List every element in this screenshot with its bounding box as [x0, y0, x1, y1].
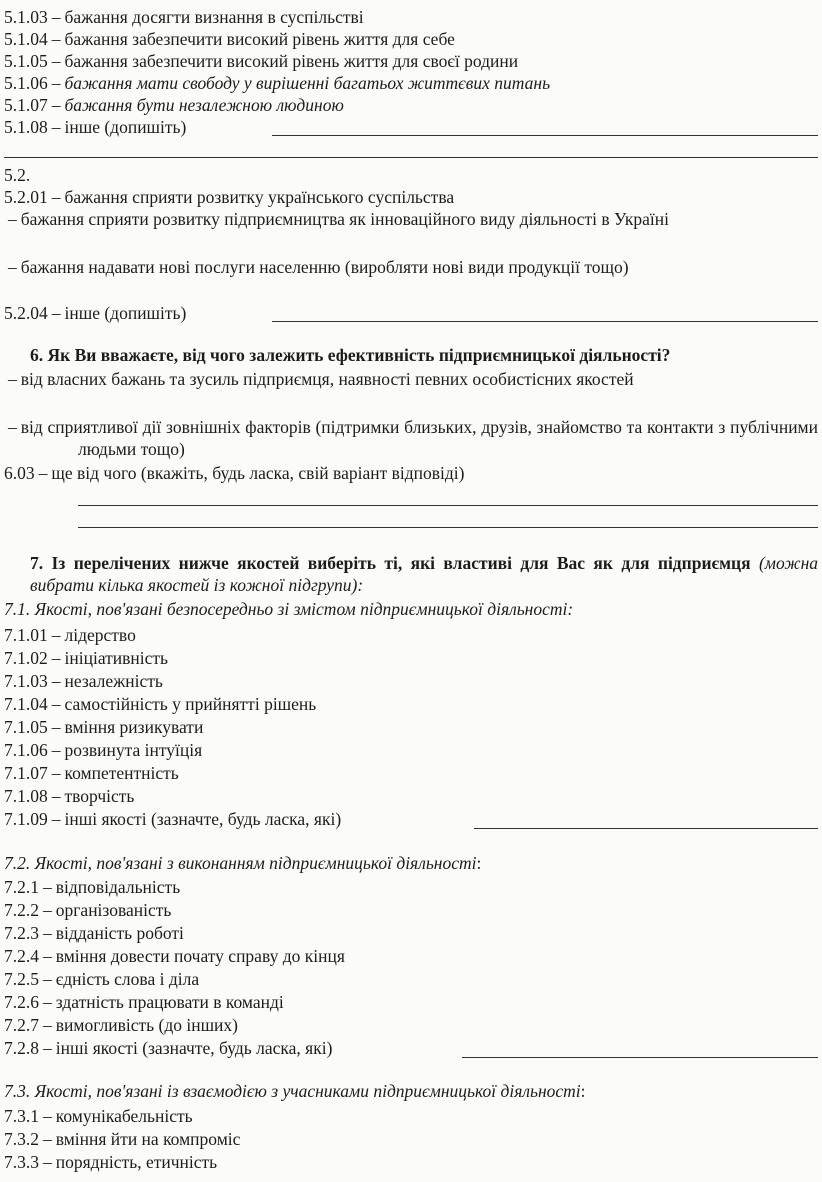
item-7-2-5: 7.2.5 – єдність слова і діла	[4, 969, 200, 989]
item-5-1-06: 5.1.06 – бажання мати свободу у вирішенні багатьох життєвих питань	[4, 73, 551, 93]
item-7-3-1: 7.3.1 – комунікабельність	[4, 1106, 193, 1126]
group-7-2-title: 7.2. Якості, пов'язані з виконанням підприємницької діяльності:	[4, 853, 482, 873]
item-5-1-05: 5.1.05 – бажання забезпечити високий рівень життя для своєї родини	[4, 51, 519, 71]
item-7-1-09: 7.1.09 – інші якості (зазначте, будь ласка, які)	[4, 809, 342, 829]
item-6-02: – від сприятливої дії зовнішніх факторів (підтримки близьких, друзів, знайомство та контакти з публічними людьми тощо)	[8, 417, 818, 459]
item-5-2-01: 5.2.01 – бажання сприяти розвитку українського суспільства	[4, 187, 455, 207]
answer-line-5-2-04[interactable]	[272, 321, 818, 322]
item-6-01: – від власних бажань та зусиль підприємця, наявності певних особистісних якостей	[8, 369, 634, 389]
answer-line-5-1-08-extra[interactable]	[4, 157, 818, 158]
item-7-1-08: 7.1.08 – творчість	[4, 786, 135, 806]
answer-line-7-1-09[interactable]	[474, 828, 818, 829]
item-7-2-7: 7.2.7 – вимогливість (до інших)	[4, 1015, 238, 1035]
answer-line-6-03-b[interactable]	[78, 527, 818, 528]
answer-line-6-03-a[interactable]	[78, 505, 818, 506]
item-7-2-2: 7.2.2 – організованість	[4, 900, 172, 920]
item-7-1-05: 7.1.05 – вміння ризикувати	[4, 717, 204, 737]
item-7-2-8: 7.2.8 – інші якості (зазначте, будь ласка, які)	[4, 1038, 333, 1058]
group-7-3-title: 7.3. Якості, пов'язані із взаємодією з учасниками підприємницької діяльності:	[4, 1081, 586, 1101]
item-7-2-1: 7.2.1 – відповідальність	[4, 877, 181, 897]
item-5-1-08: 5.1.08 – інше (допишіть)	[4, 117, 187, 137]
item-7-1-06: 7.1.06 – розвинута інтуїція	[4, 740, 203, 760]
item-6-03: 6.03 – ще від чого (вкажіть, будь ласка, свій варіант відповіді)	[4, 463, 465, 483]
group-7-1-title: 7.1. Якості, пов'язані безпосередньо зі змістом підприємницької діяльності:	[4, 599, 574, 619]
item-7-2-3: 7.2.3 – відданість роботі	[4, 923, 184, 943]
item-7-1-07: 7.1.07 – компетентність	[4, 763, 179, 783]
item-7-2-4: 7.2.4 – вміння довести почату справу до кінця	[4, 946, 345, 966]
item-5-2-04: 5.2.04 – інше (допишіть)	[4, 303, 187, 323]
item-7-2-6: 7.2.6 – здатність працювати в команді	[4, 992, 284, 1012]
answer-line-5-1-08[interactable]	[272, 135, 818, 136]
question-7-title: 7. Із перелічених нижче якостей виберіть ті, які властиві для Вас як для підприємця (можна вибрати кілька якостей із кожної підгрупи):	[30, 553, 819, 595]
item-5-2-02: – бажання сприяти розвитку підприємництва як інноваційного виду діяльності в Україні	[8, 209, 669, 229]
item-7-1-03: 7.1.03 – незалежність	[4, 671, 163, 691]
item-7-3-3: 7.3.3 – порядність, етичність	[4, 1152, 218, 1172]
item-5-1-07: 5.1.07 – бажання бути незалежною людиною	[4, 95, 344, 115]
item-7-1-01: 7.1.01 – лідерство	[4, 625, 136, 645]
answer-line-7-2-8[interactable]	[462, 1057, 818, 1058]
item-7-1-04: 7.1.04 – самостійність у прийнятті рішень	[4, 694, 317, 714]
question-6-title: 6. Як Ви вважаєте, від чого залежить ефективність підприємницької діяльності?	[30, 345, 671, 365]
item-5-1-03: 5.1.03 – бажання досягти визнання в суспільстві	[4, 7, 364, 27]
item-5-2-03: – бажання надавати нові послуги населенню (виробляти нові види продукції тощо)	[8, 257, 629, 277]
item-5-1-04: 5.1.04 – бажання забезпечити високий рівень життя для себе	[4, 29, 455, 49]
item-7-3-2: 7.3.2 – вміння йти на компроміс	[4, 1129, 241, 1149]
section-5-2-label: 5.2.	[4, 165, 31, 185]
item-7-1-02: 7.1.02 – ініціативність	[4, 648, 169, 668]
